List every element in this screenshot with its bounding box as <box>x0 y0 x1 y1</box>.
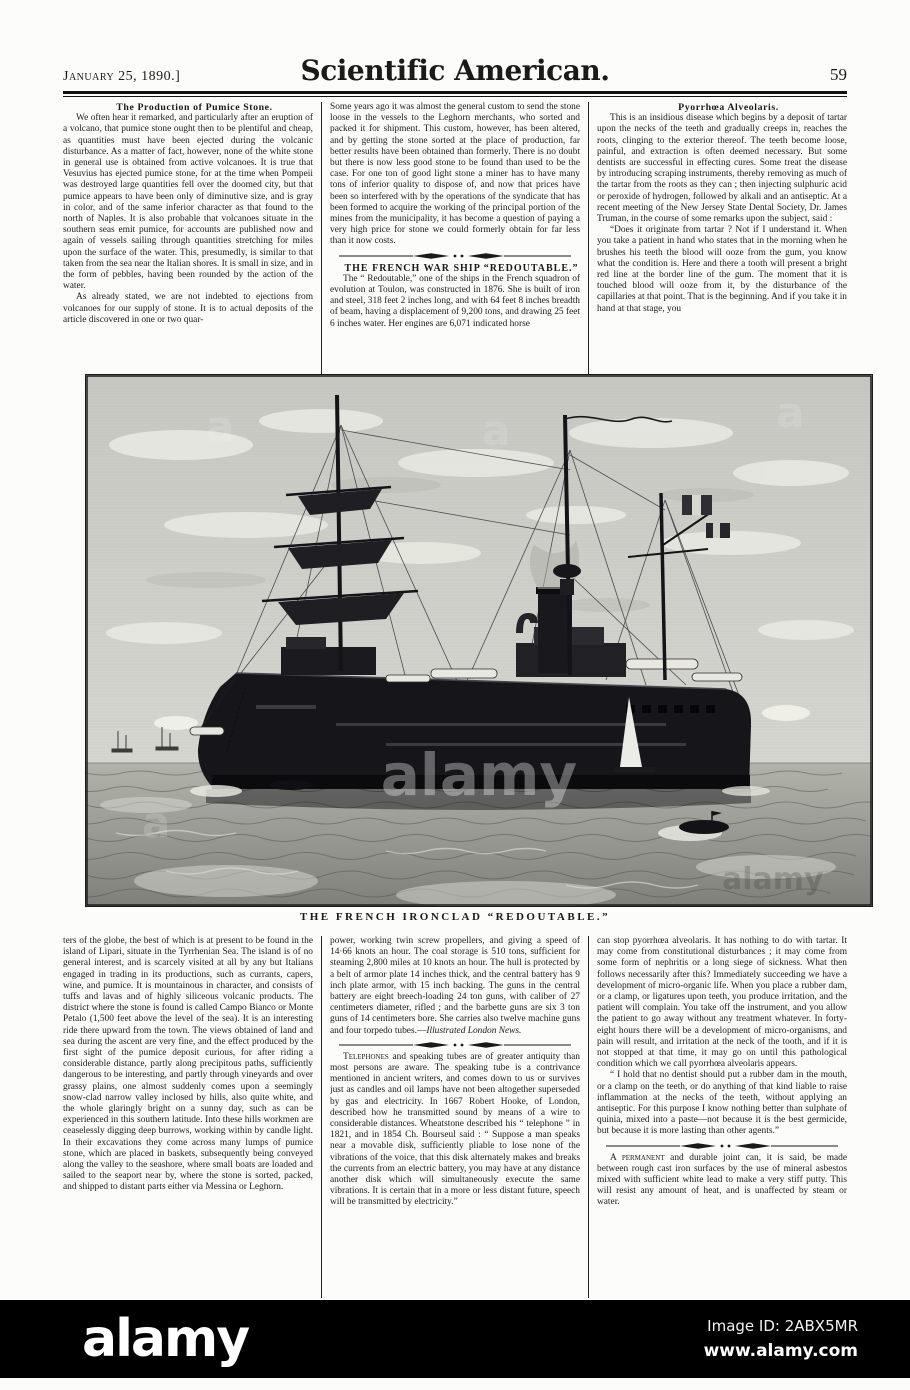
header-rule <box>63 91 847 97</box>
alamy-logo: alamy <box>82 1309 249 1369</box>
svg-text:alamy: alamy <box>722 862 824 897</box>
paragraph <box>330 936 580 1037</box>
illustration-caption: THE FRENCH IRONCLAD “REDOUTABLE.” <box>299 911 611 923</box>
svg-text:a: a <box>482 406 511 455</box>
svg-text:alamy: alamy <box>380 741 578 809</box>
paragraph: This is an insidious disease which begins by a deposit of tartar upon the necks of the teeth and gradually creeps in, reaches the roots, clinging to the exterior thereof. The teeth become loose, painful, and extraction is often deemed necessary. But some dentists are successful in effecting cures. Some treat the disease by introducing scraping instruments, thereby removing as much of the tartar from the roots as they can ; then injecting sulphuric acid or peroxide of hydrogen, followed by alkali and an antiseptic. At a recent meeting of the New Jersey State Dental Society, Dr. James Truman, in the course of some remarks upon the subject, said : <box>597 113 847 225</box>
paragraph: We often hear it remarked, and particularly after an eruption of a volcano, that pumice stone ought then to be plentiful and cheap, as quantities must have been ejected during the volcanic disturbance. As a matter of fact, however, none of the white stone in general use is obtained from active volcanoes. It is true that Vesuvius has ejected pumice stone, for at the time when Pompeii was destroyed large quantities fell over the doomed city, but that pumice appears to have been only of diminutive size, and is gray in color, and of the same inferior character as that found to the north of Naples. It is also probable that volcanoes situate in the southern seas emit pumice, for accounts are published now and again of vessels sailing through quantities stretching for miles upon the surface of the water. This, presumedly, is similar to that taken from the sea near the Italian shores. It is small in size, and in the form of pebbles, having been rounded by the action of the water. <box>63 113 313 292</box>
section-divider <box>597 1141 847 1151</box>
svg-text:a: a <box>776 388 805 437</box>
paragraph: The “ Redoutable,” one of the ships in the French squadron of evolution at Toulon, was constructed in 1876. She is built of iron and steel, 318 feet 2 inches long, and with 64 feet 8 inches breadth of beam, having a displacement of 9,200 tons, and drawing 25 feet 6 inches water. Her engines are 6,071 indicated horse <box>330 273 580 329</box>
article-title-pumice: The Production of Pumice Stone. <box>116 102 273 113</box>
page-header <box>63 54 847 87</box>
paragraph: As already stated, we are not indebted to ejections from volcanoes for our supply of stone. It is to actual deposits of the article discovered in one or two quar- <box>63 292 313 325</box>
column-right-top <box>597 102 847 374</box>
watermark-bar <box>0 1300 910 1378</box>
credit-line: Illustrated London News. <box>426 1025 522 1036</box>
telephones-body: and speaking tubes are of greater antiquity than most persons are aware. The speaking tube is a contrivance mentioned in ancient writers, and comes down to us or survives just as candles and oil lamps have not been altogether superseded by gas and electricity. In 1667 Robert Hooke, of London, described how he transmitted sound by means of a wire to considerable distances. Wheatstone described his “ telephone ” in 1821, and in 1854 Ch. Bourseul said : “ Suppose a man speaks near a movable disk, sufficiently pliable to lose none of the vibrations of the voice, that this disk alternately makes and breaks the currents from an electric battery, you may have at any distance another disk which will simultaneously execute the same vibrations. It is certain that in a more or less distant future, speech will be transmitted by electricity.” <box>330 1051 580 1208</box>
paragraph: can stop pyorrhœa alveolaris. It has nothing to do with tartar. It may come from constitutional disturbances ; it may come from some form of nephritis or a long siege of sickness. What then follows necessarily after this? Immediately succeeding we have a development of micro-organic life. When you place a rubber dam, or a clamp, or ligatures upon teeth, you produce irritation, and the patient will complain. You take off the instrument, and you allow the patient to go away without any treatment whatever. In forty-eight hours there will be a development of micro-organisms, and pain will result, and irritation at the neck of the tooth, and if it is not stopped at that time, it may go on until this pathological condition which we call pyorrhœa alveolaris appears. <box>597 936 847 1070</box>
section-divider <box>330 251 580 261</box>
column-rule <box>588 102 589 374</box>
column-rule <box>588 936 589 1298</box>
joint-lead: permanent <box>621 1152 665 1163</box>
joint-lead-a: A <box>610 1152 622 1163</box>
paragraph <box>597 1153 847 1209</box>
ironclad-illustration <box>86 375 872 906</box>
paragraph: “Does it originate from tartar ? Not if I understand it. When you take a patient in hand who states that in the morning when he brushes his teeth the blood will ooze from the gum, you know what the condition is. Here and there a tooth will present a bright red line at the border line of the gum. The moment that it is touched blood will ooze from it, by the disturbance of the capillaries at that point. That is the beginning. And if you take it in hand at that stage, you <box>597 225 847 314</box>
watermark-info <box>704 1317 858 1361</box>
section-divider <box>330 1040 580 1050</box>
article-title-pyorrhoea: Pyorrhœa Alveolaris. <box>678 102 779 113</box>
svg-text:a: a <box>206 402 235 451</box>
svg-text:a: a <box>142 798 171 847</box>
divider-ornament-icon <box>602 1141 842 1151</box>
masthead-title: Scientific American. <box>300 54 610 87</box>
paragraph <box>330 1052 580 1209</box>
warship-continuation: power, working twin screw propellers, and giving a speed of 14·66 knots an hour. The coal storage is 510 tons, sufficient for steaming 2,800 miles at 10 knots an hour. The hull is protected by a belt of armor plate 14 inches thick, and the central battery has 9 inch plate armor, with 15 inch backing. The guns in the central battery are eight breech-loading 24 ton guns, with caliber of 27 centimeters diameter, rifled ; and the barbette guns are six 3 ton guns of 14 centimeters bore. She carries also twelve machine guns and four torpedo tubes.— <box>330 936 580 1036</box>
column-rule <box>321 936 322 1298</box>
column-rule <box>321 102 322 374</box>
alamy-url-text: www.alamy.com <box>703 1341 858 1361</box>
paragraph: ters of the globe, the best of which is at present to be found in the island of Lipari, situate in the Tyrrhenian Sea. The island is of no general interest, and is scarcely visited at all by any but Italians engaged in trading in its productions, such as currants, capers, wine, and pumice. It is mountainous in character, and consists of tuffs and lavas and of highly siliceous volcanic products. The district where the stone is found is called Campo Bianco or Monte Petalo (1,500 feet above the level of the sea). It is an interesting ride there upward from the town. The views obtained of land and sea during the ascent are very fine, and the effect produced by the first sight of the pumice deposit curious, for after riding a considerable distance, partly along precipitous paths, sufficiently dangerous to be interesting, and partly through vineyards and over grassy plains, one almost suddenly comes upon a seemingly snow-clad narrow valley inclosed by hills, also quite white, and the whole glaringly bright on a sunny day, such as can be experienced in this southern latitude. Into these hills workmen are ceaselessly digging deep burrows, working within by candle light. In their excavations they come across many lumps of pumice stone, which are placed in baskets, subsequently being conveyed along the valley to the seashore, where small boats are loaded and sailed to the seaport near by, where the stone is sorted, packed, and shipped to distant parts either via Messina or Leghorn. <box>63 936 313 1193</box>
column-right-bottom <box>597 936 847 1298</box>
article-title-warship: THE FRENCH WAR SHIP “REDOUTABLE.” <box>344 262 579 274</box>
paragraph: “ I hold that no dentist should put a rubber dam in the mouth, or a clamp on the teeth, or do anything of that kind liable to raise inflammation at the necks of the teeth, without applying an antiseptic. For this purpose I know nothing better than sulphate of quinia, mixed into a paste—not because it is the best germicide, but because it is more lasting than other agents.” <box>597 1070 847 1137</box>
column-middle-bottom <box>330 936 580 1298</box>
divider-ornament-icon <box>335 251 575 261</box>
bottom-column-block <box>63 936 847 1298</box>
joint-body: and durable joint can, it is said, be made between rough cast iron surfaces by the use of mineral asbestos mixed with sufficient white lead to make a very stiff putty. This will resist any amount of heat, and is unaffected by steam or water. <box>597 1152 847 1208</box>
paragraph: Some years ago it was almost the general custom to send the stone loose in the vessels to the Leghorn merchants, who sorted and packed it for shipment. This custom, however, has been altered, and by getting the stone sorted at the place of production, far better results have been obtained than formerly. There is no doubt but there is now less good stone to be found than used to be the case. For one ton of good light stone a miner has to have many tons of inferior quality to dispose of, and now that prices have been so interfered with by the operations of the syndicate that has been formed to acquire the working of the principal portion of the mines from the municipality, it has become a question of paying a very high price for stone we could formerly obtain for far less than it now costs. <box>330 102 580 247</box>
page-number: 59 <box>830 65 847 84</box>
telephones-lead: Telephones <box>343 1051 389 1062</box>
column-left-bottom <box>63 936 313 1298</box>
column-left-top <box>63 102 313 374</box>
column-middle-top <box>330 102 580 374</box>
divider-ornament-icon <box>335 1040 575 1050</box>
issue-date: January 25, 1890.] <box>63 69 181 84</box>
image-id-text: Image ID: 2ABX5MR <box>707 1317 858 1335</box>
top-column-block <box>63 102 847 374</box>
warship-engraving <box>85 374 873 907</box>
